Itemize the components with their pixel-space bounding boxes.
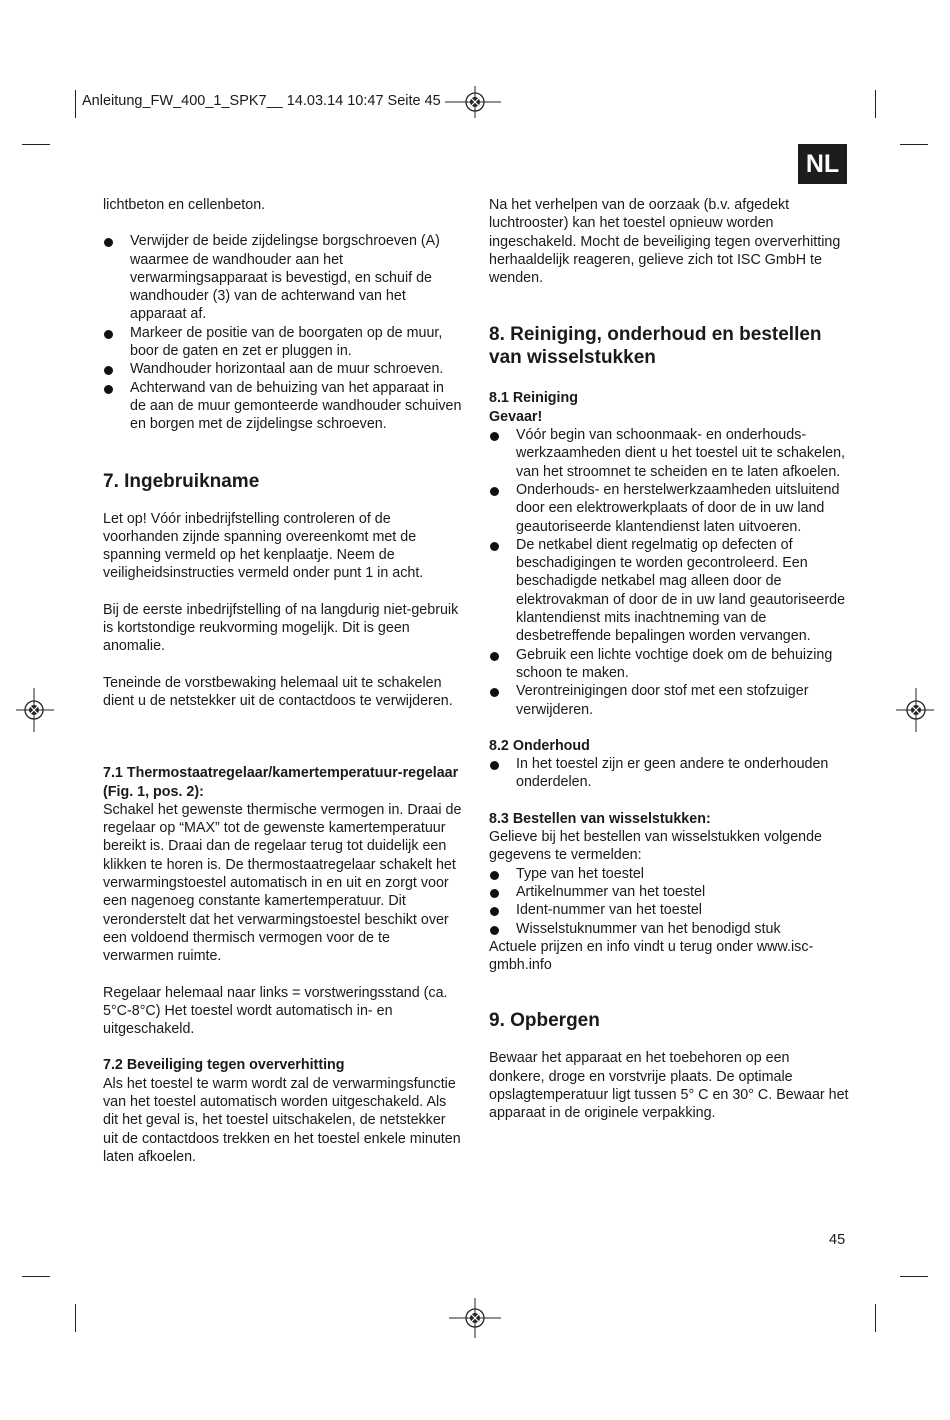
paragraph: Gelieve bij het bestellen van wisselstukken volgende gegevens te vermelden: (489, 829, 822, 864)
list-item: Artikelnummer van het toestel (489, 883, 849, 901)
crop-mark-icon (75, 90, 76, 118)
paragraph: Let op! Vóór inbedrijfstelling controleren of de voorhanden zijnde spanning overeenkomt met de spanning vermeld op het kenplaatje. Neem de veiligheidsinstructies vermeld onder punt 1 in acht. (103, 510, 424, 582)
subsection-heading: 7.2 Beveiliging tegen oververhitting (103, 1057, 345, 1074)
section-heading: 7. Ingebruikname (103, 470, 260, 492)
crop-mark-icon (900, 1276, 928, 1277)
paragraph: Actuele prijzen en info vindt u terug onder www.isc-gmbh.info (489, 938, 814, 974)
section-heading: 9. Opbergen (489, 1010, 600, 1032)
subsection-heading: 7.1 Thermostaatregelaar/kamertemperatuur-regelaar (Fig. 1, pos. 2): (103, 765, 459, 800)
crop-mark-icon (75, 1304, 76, 1332)
language-badge: NL (798, 144, 847, 184)
list-item: Markeer de positie van de boorgaten op de muur, boor de gaten en zet er pluggen in. (103, 324, 463, 361)
list-item: Verwijder de beide zijdelingse borgschroeven (A) waarmee de wandhouder aan het verwarmingsapparaat is bevestigd, en schuif de wandhouder (3) van de achterwand van het apparaat af. (103, 232, 463, 323)
spare-parts-bullet-list (489, 865, 849, 938)
list-item: Wisselstuknummer van het benodigd stuk (489, 920, 849, 938)
paragraph: Bewaar het apparaat en het toebehoren op een donkere, droge en vorstvrije plaats. De optimale opslagtemperatuur ligt tussen 5° C en 30° C. Bewaar het apparaat in de originele verpakking. (489, 1050, 849, 1122)
paragraph: Teneinde de vorstbewaking helemaal uit te schakelen dient u de netstekker uit de contactdoos te verwijderen. (103, 674, 453, 709)
paragraph: Als het toestel te warm wordt zal de verwarmingsfunctie van het toestel automatisch worden uitgeschakeld. Als dit het geval is, het toestel uitschakelen, de netstekker uit de contactdoos trekken en het toestel enkele minuten laten afkoelen. (103, 1075, 461, 1165)
list-item: Type van het toestel (489, 865, 849, 883)
paragraph: Bij de eerste inbedrijfstelling of na langdurig niet-gebruik is kortstondige reukvorming mogelijk. Dit is geen anomalie. (103, 601, 459, 655)
list-item: Achterwand van de behuizing van het apparaat in de aan de muur gemonteerde wandhouder schuiven en borgen met de zijdelingse schroeven. (103, 379, 463, 434)
crop-mark-icon (22, 144, 50, 145)
cleaning-bullet-list (489, 426, 849, 719)
section-heading: 8. Reiniging, onderhoud en bestellen van wisselstukken (489, 324, 822, 369)
subsection-heading: 8.3 Bestellen van wisselstukken: (489, 810, 711, 827)
list-item: Gebruik een lichte vochtige doek om de behuizing schoon te maken. (489, 646, 849, 683)
list-item: In het toestel zijn er geen andere te onderhouden onderdelen. (489, 755, 849, 792)
subsection-heading: 8.2 Onderhoud (489, 737, 590, 754)
crosshair-registration-mark-icon (4, 680, 64, 740)
crosshair-registration-mark-icon (445, 72, 505, 132)
print-slug: Anleitung_FW_400_1_SPK7__ 14.03.14 10:47 Seite 45 (82, 93, 441, 109)
list-item: Vóór begin van schoonmaak- en onderhouds-werkzaamheden dient u het toestel uit te schakelen, van het stroomnet te scheiden en te laten afkoelen. (489, 426, 849, 481)
list-item: Verontreinigingen door stof met een stofzuiger verwijderen. (489, 682, 849, 719)
crosshair-registration-mark-icon (886, 680, 946, 740)
intro-text: Na het verhelpen van de oorzaak (b.v. afgedekt luchtrooster) kan het toestel opnieuw worden ingeschakeld. Mocht de beveiliging tegen oververhitting herhaaldelijk reageren, gelieve zich tot ISC GmbH te wenden. (489, 197, 841, 287)
crop-mark-icon (875, 1304, 876, 1332)
crop-mark-icon (875, 90, 876, 118)
page-number: 45 (829, 1232, 846, 1248)
paragraph: Schakel het gewenste thermische vermogen in. Draai de regelaar op “MAX” tot de gewenste kamertemperatuur bereikt is. Draai dan de regelaar terug tot duidelijk een klikken te horen is. De thermostaatregelaar schakelt het verwarmingstoestel automatisch in en uit en zorgt voor een nagenoeg constante kamertemperatuur. Dit veronderstelt dat het verwarmingstoestel beschikt over een voldoend thermisch vermogen voor de te verwarmen ruimte. (103, 801, 462, 965)
list-item: Onderhouds- en herstelwerkzaamheden uitsluitend door een elektrowerkplaats of door de in uw land geautoriseerde klantendienst laten uitvoeren. (489, 481, 849, 536)
list-item: Ident-nummer van het toestel (489, 901, 849, 919)
crosshair-registration-mark-icon (445, 1288, 505, 1348)
list-item: Wandhouder horizontaal aan de muur schroeven. (103, 360, 463, 378)
mounting-bullet-list (103, 232, 463, 433)
crop-mark-icon (22, 1276, 50, 1277)
left-column (103, 196, 463, 1166)
subsection-heading: 8.1 Reiniging (489, 390, 578, 407)
intro-text: lichtbeton en cellenbeton. (103, 197, 266, 213)
maintenance-bullet-list (489, 755, 849, 792)
paragraph: Regelaar helemaal naar links = vorstweringsstand (ca. 5°C-8°C) Het toestel wordt automatisch in- en uitgeschakeld. (103, 984, 448, 1038)
list-item: De netkabel dient regelmatig op defecten of beschadigingen te worden gecontroleerd. Een beschadigde netkabel mag alleen door de elektrovakman of door de in uw land geautoriseerde klantendienst mits inachtneming van de desbetreffende bepalingen worden vervangen. (489, 536, 849, 646)
crop-mark-icon (900, 144, 928, 145)
warning-label: Gevaar! (489, 408, 543, 425)
right-column (489, 196, 849, 1123)
